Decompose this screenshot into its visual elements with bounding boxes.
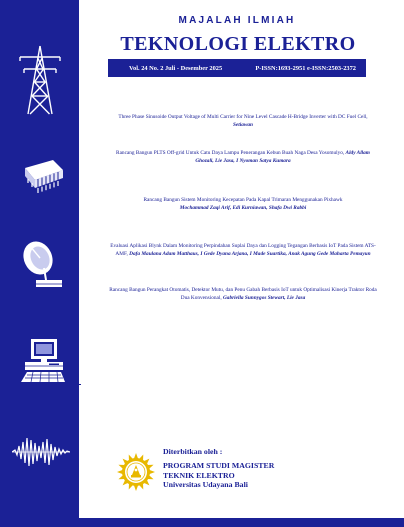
article-title: Rancang Bangun Perangkat Otomatis, Detektor Mutu, dan Penu Gabah Berbasis IoT untuk Optimalisasi Kinerja Traktor Roda Dua Konvensional,	[109, 287, 377, 301]
issue-text: Vol. 24 No. 2 Juli - Desember 2025	[129, 64, 223, 72]
publisher-line: Universitas Udayana Bali	[163, 480, 248, 490]
article-authors: Mochammad Zaqi Arif, Edi Kurniawan, Shafa Dwi Rabbi	[179, 205, 307, 211]
divider-tick	[78, 384, 81, 385]
journal-title: TEKNOLOGI ELEKTRO	[120, 33, 356, 55]
article-title: Rancang Bangun Sistem Monitoring Kecepatan Pada Kapal Trimaran Menggunakan Pixhawk	[143, 197, 343, 203]
article-title: Rancang Bangun PLTS Off-grid Untuk Catu Daya Lampu Penerangan Kebun Buah Naga Desa Yosomulyo,	[116, 150, 345, 156]
article-entry[interactable]	[108, 113, 378, 129]
waveform-icon	[12, 434, 70, 470]
issue-bar	[108, 59, 366, 77]
article-authors: Setiawan	[232, 122, 254, 128]
article-title: Evaluasi Aplikasi Blynk Dalam Monitoring Perpindahan Suplai Daya dan Logging Tegangan Berbasis IoT Pada Sistem ATS-AMF,	[110, 243, 376, 257]
bottom-bar	[0, 518, 404, 527]
article-authors: Aldy Allam Ghozali, Lie Jasa, I Nyoman Satya Kumara	[195, 150, 370, 164]
article-entry[interactable]	[108, 286, 378, 302]
article-entry[interactable]	[108, 242, 378, 258]
article-authors: Gabriella Sunnygos Stewart, Lie Jasa	[222, 295, 306, 301]
microchip-icon	[19, 158, 65, 196]
issn-text: P-ISSN:1693-2951 e-ISSN:2503-2372	[255, 64, 356, 72]
article-title: Three Phase Sinusoide Output Voltage of Multi Carrier for Nine Level Cascade H-Bridge Inverter with DC Fuel Cell,	[118, 114, 368, 120]
computer-icon	[19, 338, 67, 384]
left-sidebar	[0, 0, 79, 527]
publisher-line: TEKNIK ELEKTRO	[163, 470, 235, 480]
publisher-line: PROGRAM STUDI MAGISTER	[163, 461, 275, 471]
publisher-block	[163, 447, 363, 490]
article-authors: Dafa Maulana Adam Matthaus, I Gede Dyana Arjana, I Made Suartika, Anak Agung Gede Maharta Pemayun	[129, 251, 371, 257]
magazine-label: MAJALAH ILMIAH	[178, 15, 296, 26]
article-entry[interactable]	[108, 196, 378, 212]
publisher-lead: Diterbitkan oleh :	[163, 447, 223, 456]
transmission-tower-icon	[18, 45, 62, 115]
university-seal-icon	[116, 452, 156, 492]
article-entry[interactable]	[108, 149, 378, 165]
satellite-dish-icon	[22, 240, 68, 290]
